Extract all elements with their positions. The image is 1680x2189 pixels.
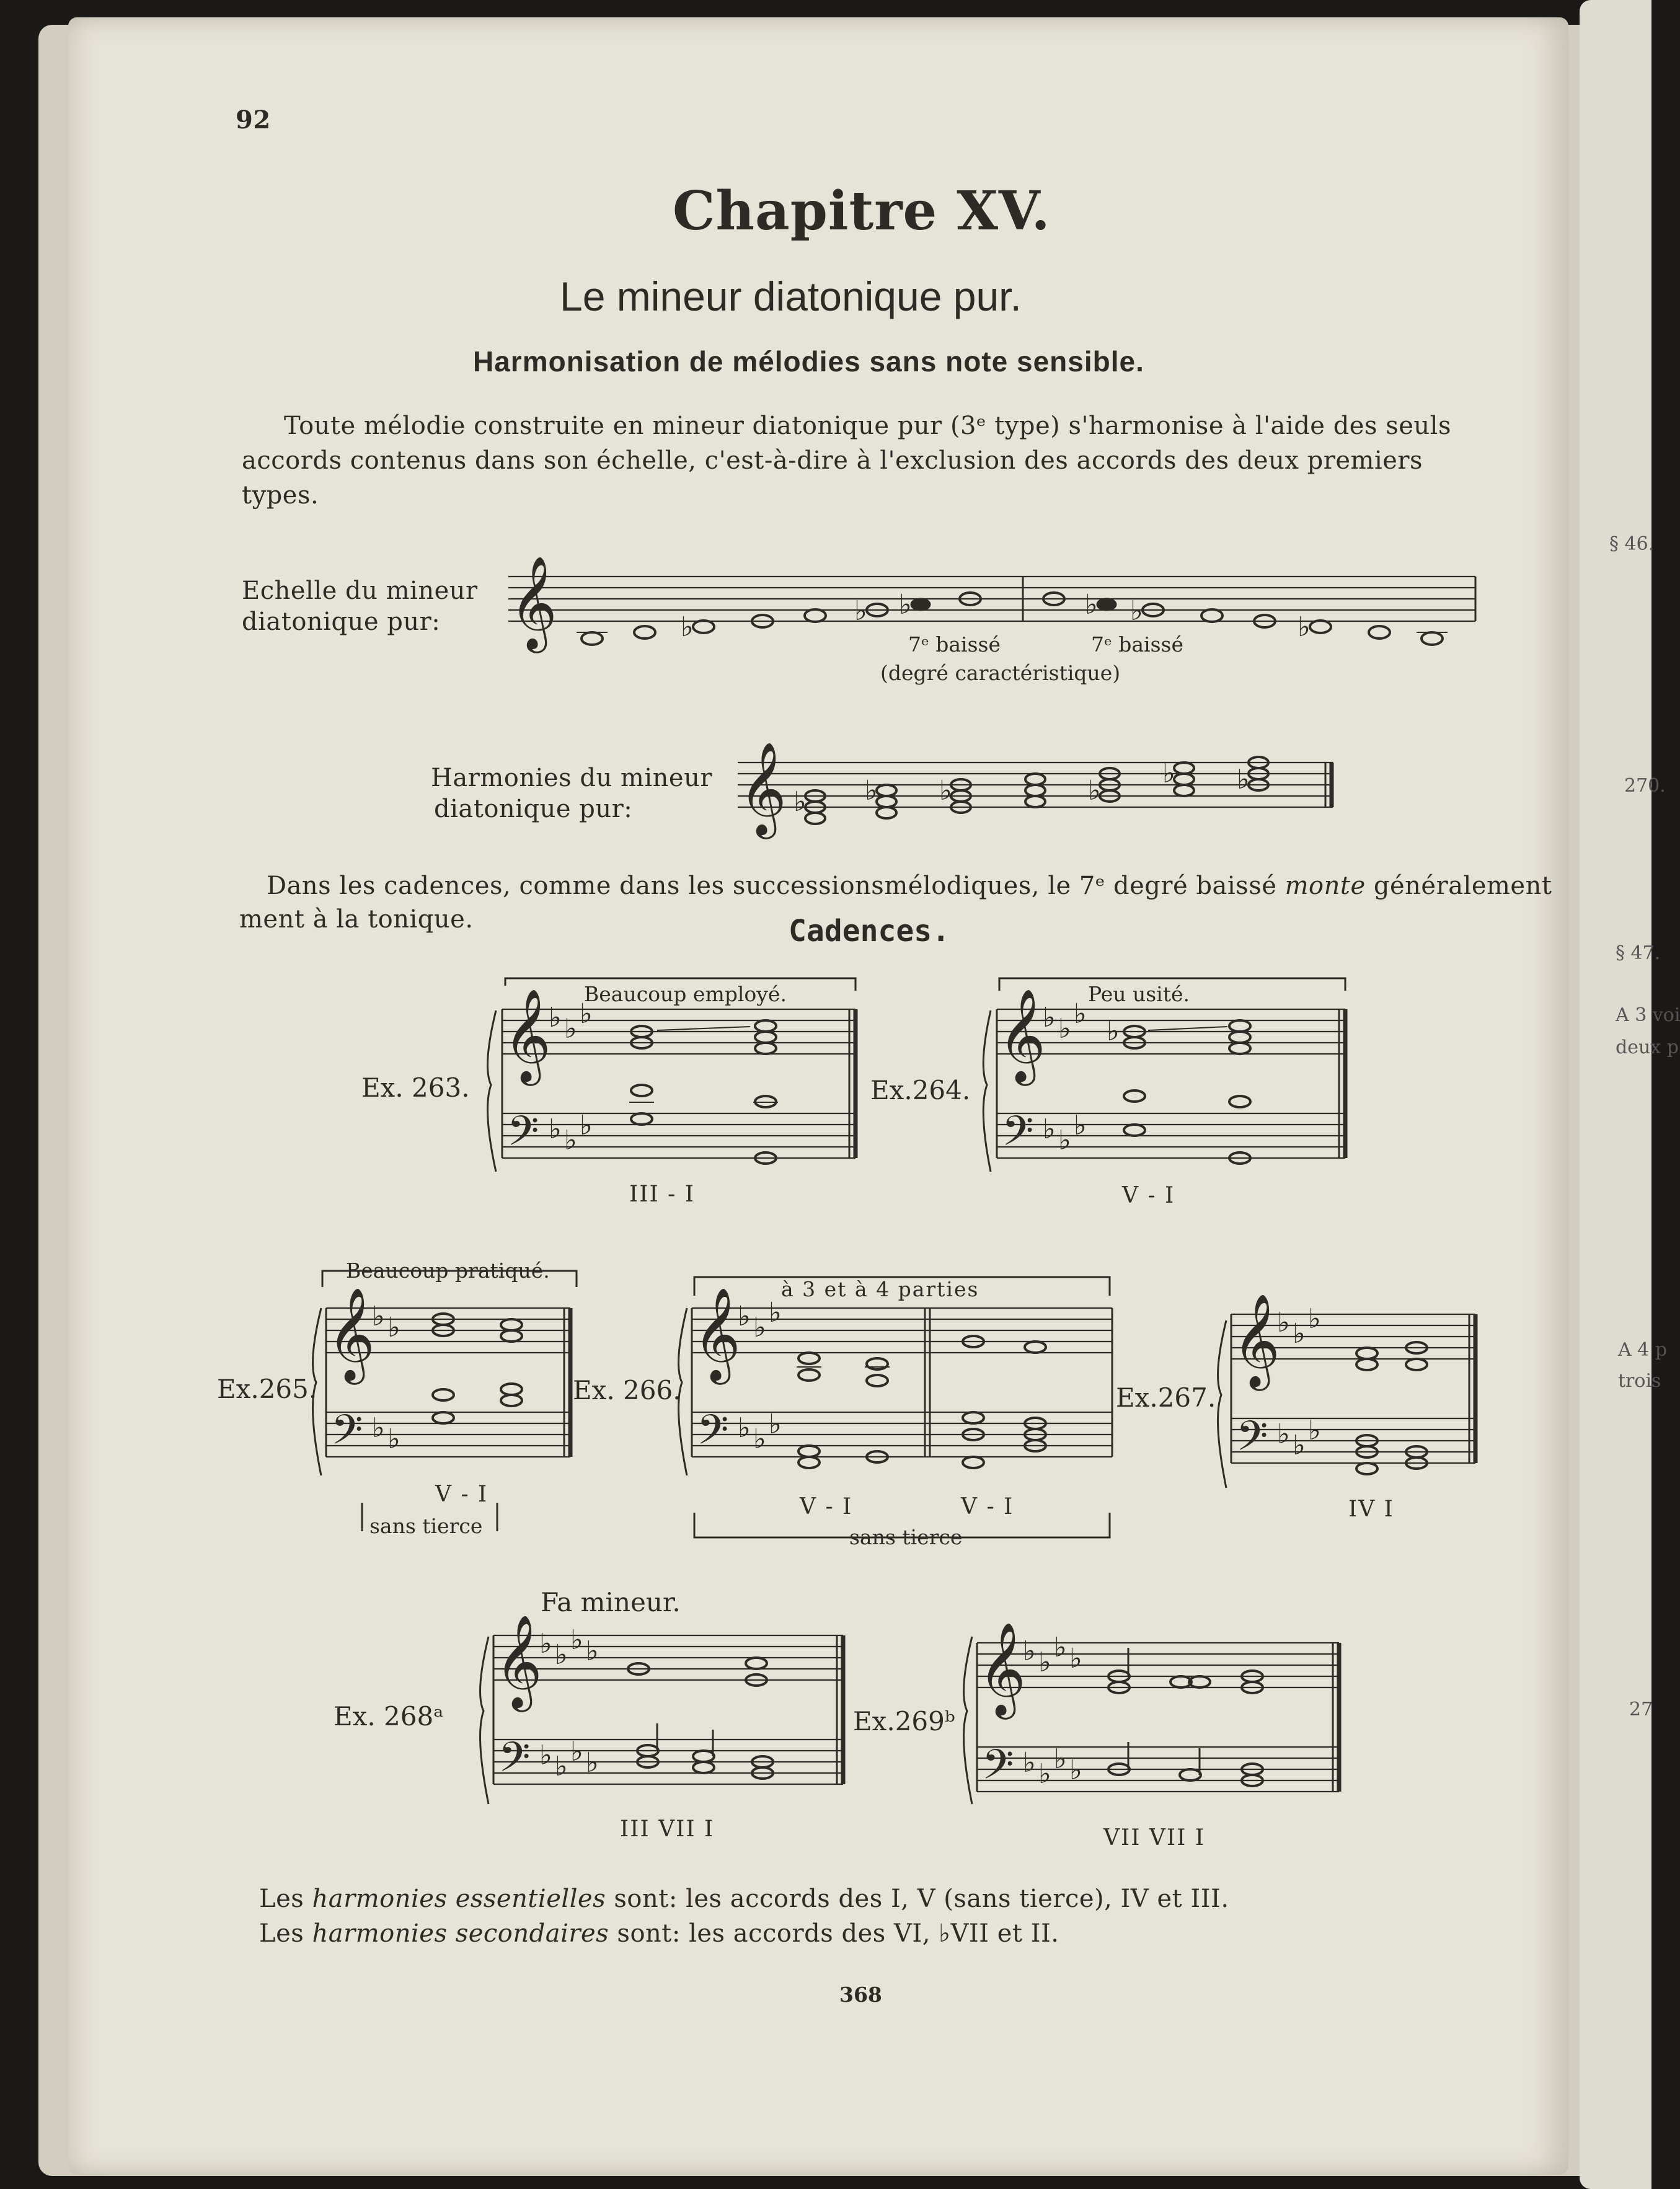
bass-clef-icon: 𝄢 [1002,1107,1034,1165]
svg-text:♭: ♭ [1023,1635,1036,1667]
svg-text:♭: ♭ [372,1301,385,1332]
summary-line-1 [259,1885,1229,1913]
bass-clef-icon: 𝄢 [507,1107,539,1165]
treble-clef-icon: 𝄞 [998,988,1046,1082]
svg-text:♭: ♭ [1058,1125,1071,1156]
intro-line-1: Toute mélodie construite en mineur diatonique pur (3ᵉ type) s'harmonise à l'aide des seuls [284,412,1451,440]
svg-text:♭: ♭ [1038,1758,1051,1790]
ex263-bracket-label: Beaucoup employé. [584,982,787,1006]
svg-text:♭: ♭ [549,1002,562,1033]
ex268-label: Ex. 268ᵃ [334,1701,444,1731]
facing-fragment: trois [1618,1370,1661,1392]
ex265-bracket-label: Beaucoup pratiqué. [346,1258,550,1283]
svg-text:♭: ♭ [1237,764,1250,795]
summary-line-1-a: Les [259,1885,312,1913]
svg-text:♭: ♭ [580,1110,593,1141]
facing-fragment: A 4 p [1618,1339,1668,1361]
treble-clef-icon: 𝄞 [495,1614,542,1708]
svg-text:♭: ♭ [1107,1015,1120,1047]
page-number-bottom: 368 [839,1983,882,2007]
ex266-below-label: sans tierce [849,1525,963,1549]
summary-line-2-a: Les [259,1919,312,1948]
svg-text:♭: ♭ [1293,1430,1306,1461]
svg-text:♭: ♭ [854,595,867,627]
ex264-bracket-label: Peu usité. [1088,982,1190,1006]
svg-text:♭: ♭ [372,1412,385,1444]
svg-text:♭: ♭ [1058,1013,1071,1045]
chapter-title: Chapitre XV. [673,180,1051,242]
svg-text:♭: ♭ [586,1635,599,1667]
svg-text:♭: ♭ [387,1423,400,1455]
cadence-line-1 [267,872,1552,900]
ex268-above-label: Fa mineur. [541,1587,681,1617]
summary-line-2-b: sont: les accords des VI, ♭VII et II. [609,1919,1059,1948]
svg-text:♭: ♭ [1043,1002,1056,1033]
treble-clef-icon: 𝄞 [327,1286,375,1381]
treble-clef-icon: 𝄞 [510,555,557,649]
ex264-degrees: V - I [1122,1183,1175,1208]
harmonies-label-line-1: Harmonies du mineur [431,764,712,792]
scale-note-c: (degré caractéristique) [880,661,1121,685]
svg-text:♭: ♭ [1038,1647,1051,1678]
harmonies-label-line-2: diatonique pur: [434,795,633,823]
svg-text:♭: ♭ [1043,1113,1056,1145]
treble-clef-icon: 𝄞 [1232,1293,1280,1387]
ex265-below-label: sans tierce [369,1514,483,1538]
summary-line-2 [259,1919,1059,1948]
cadences-heading: Cadences. [789,914,950,949]
facing-fragment: § 47. [1616,942,1661,964]
harmonies-staff [738,741,1345,835]
svg-text:♭: ♭ [1277,1307,1290,1338]
svg-text:♭: ♭ [769,1408,782,1440]
facing-fragment: § 46. [1609,533,1655,555]
svg-text:♭: ♭ [387,1312,400,1343]
ex269-label: Ex.269ᵇ [853,1706,955,1736]
facing-fragment: deux p [1616,1037,1679,1058]
svg-text:♭: ♭ [1088,775,1101,807]
scale-note-a: 7ᵉ baissé [908,632,1001,657]
bass-clef-icon: 𝄢 [498,1733,531,1791]
treble-clef-icon: 𝄞 [693,1286,741,1381]
svg-text:♭: ♭ [1054,1632,1067,1663]
svg-text:♭: ♭ [580,998,593,1030]
bass-clef-icon: 𝄢 [982,1741,1014,1798]
intro-line-2: accords contenus dans son échelle, c'est-à-dire à l'exclusion des accords des deux premiers [242,446,1423,475]
ex265-label: Ex.265. [217,1374,317,1404]
svg-text:♭: ♭ [1074,1110,1087,1141]
ex269-degrees: VII VII I [1103,1825,1205,1851]
chapter-subtitle: Le mineur diatonique pur. [560,273,1022,319]
svg-text:♭: ♭ [1277,1418,1290,1450]
svg-text:♭: ♭ [1069,1754,1082,1786]
cadence-line-1-em: monte [1284,872,1366,900]
svg-text:♭: ♭ [1069,1643,1082,1674]
section-title: Harmonisation de mélodies sans note sensible. [473,345,1144,378]
page-number-top: 92 [236,105,271,135]
svg-text:♭: ♭ [1023,1747,1036,1779]
svg-text:♭: ♭ [1162,758,1175,789]
cadence-line-1-a: Dans les cadences, comme dans les successionsmélodiques, le 7ᵉ degré baissé [267,872,1285,900]
facing-fragment: A 3 voi [1616,1004,1680,1026]
scale-note-b: 7ᵉ baissé [1091,632,1184,657]
svg-text:♭: ♭ [753,1423,766,1455]
bass-clef-icon: 𝄢 [697,1406,729,1464]
svg-text:♭: ♭ [865,775,878,807]
svg-text:♭: ♭ [1130,595,1143,627]
ex267-label: Ex.267. [1116,1382,1216,1413]
intro-line-3: types. [242,481,319,510]
svg-text:♭: ♭ [539,1628,552,1660]
treble-clef-icon: 𝄞 [739,741,787,835]
facing-page-edge [1580,0,1680,2189]
summary-line-2-em: harmonies secondaires [312,1919,609,1948]
svg-text:♭: ♭ [939,775,952,807]
summary-line-1-b: sont: les accords des I, V (sans tierce), IV et III. [606,1885,1229,1913]
cadence-line-1-b: généralement [1365,872,1552,900]
scale-label-line-2: diatonique pur: [242,608,441,636]
ex266-degrees-a: V - I [800,1494,853,1519]
svg-text:♭: ♭ [1293,1318,1306,1350]
ex268-score [471,1614,855,1816]
ex263-degrees: III - I [629,1182,695,1207]
ex266-label: Ex. 266. [573,1375,681,1405]
svg-text:♭: ♭ [555,1639,568,1671]
scale-label-line-1: Echelle du mineur [242,577,478,605]
svg-text:♭: ♭ [539,1740,552,1771]
bass-clef-icon: 𝄢 [1236,1412,1268,1470]
svg-text:♭: ♭ [794,786,807,818]
bass-clef-icon: 𝄢 [331,1406,363,1464]
ex264-label: Ex.264. [870,1075,971,1105]
cadence-line-2: ment à la tonique. [239,905,474,934]
ex266-degrees-b: V - I [961,1494,1014,1519]
svg-text:♭: ♭ [1074,998,1087,1030]
ex266-score [670,1265,1122,1556]
svg-text:♭: ♭ [753,1312,766,1343]
svg-text:♭: ♭ [549,1113,562,1145]
svg-text:♭: ♭ [570,1624,583,1656]
svg-text:♭: ♭ [564,1013,577,1045]
ex269-score [955,1618,1351,1829]
svg-text:♭: ♭ [681,611,694,643]
svg-text:♭: ♭ [1308,1303,1321,1335]
summary-line-1-em: harmonies essentielles [312,1885,606,1913]
ex266-bracket-label: à 3 et à 4 parties [781,1277,979,1301]
treble-clef-icon: 𝄞 [503,988,551,1082]
svg-text:♭: ♭ [769,1297,782,1329]
facing-fragment: 27 [1629,1699,1653,1720]
svg-text:♭: ♭ [586,1747,599,1779]
svg-text:♭: ♭ [555,1751,568,1782]
svg-text:♭: ♭ [738,1412,751,1444]
svg-text:♭: ♭ [738,1301,751,1332]
svg-text:♭: ♭ [1085,589,1098,621]
svg-text:♭: ♭ [899,589,912,621]
ex263-label: Ex. 263. [361,1072,470,1103]
svg-text:♭: ♭ [1054,1743,1067,1775]
ex267-score [1209,1293,1488,1500]
svg-text:♭: ♭ [1298,611,1311,643]
ex265-degrees: V - I [435,1482,489,1507]
treble-clef-icon: 𝄞 [978,1621,1026,1715]
svg-text:♭: ♭ [570,1736,583,1767]
ex268-degrees: III VII I [620,1816,715,1842]
facing-fragment: 270. [1624,775,1666,797]
ex267-degrees: IV I [1348,1497,1394,1522]
svg-text:♭: ♭ [1308,1415,1321,1446]
svg-text:♭: ♭ [564,1125,577,1156]
